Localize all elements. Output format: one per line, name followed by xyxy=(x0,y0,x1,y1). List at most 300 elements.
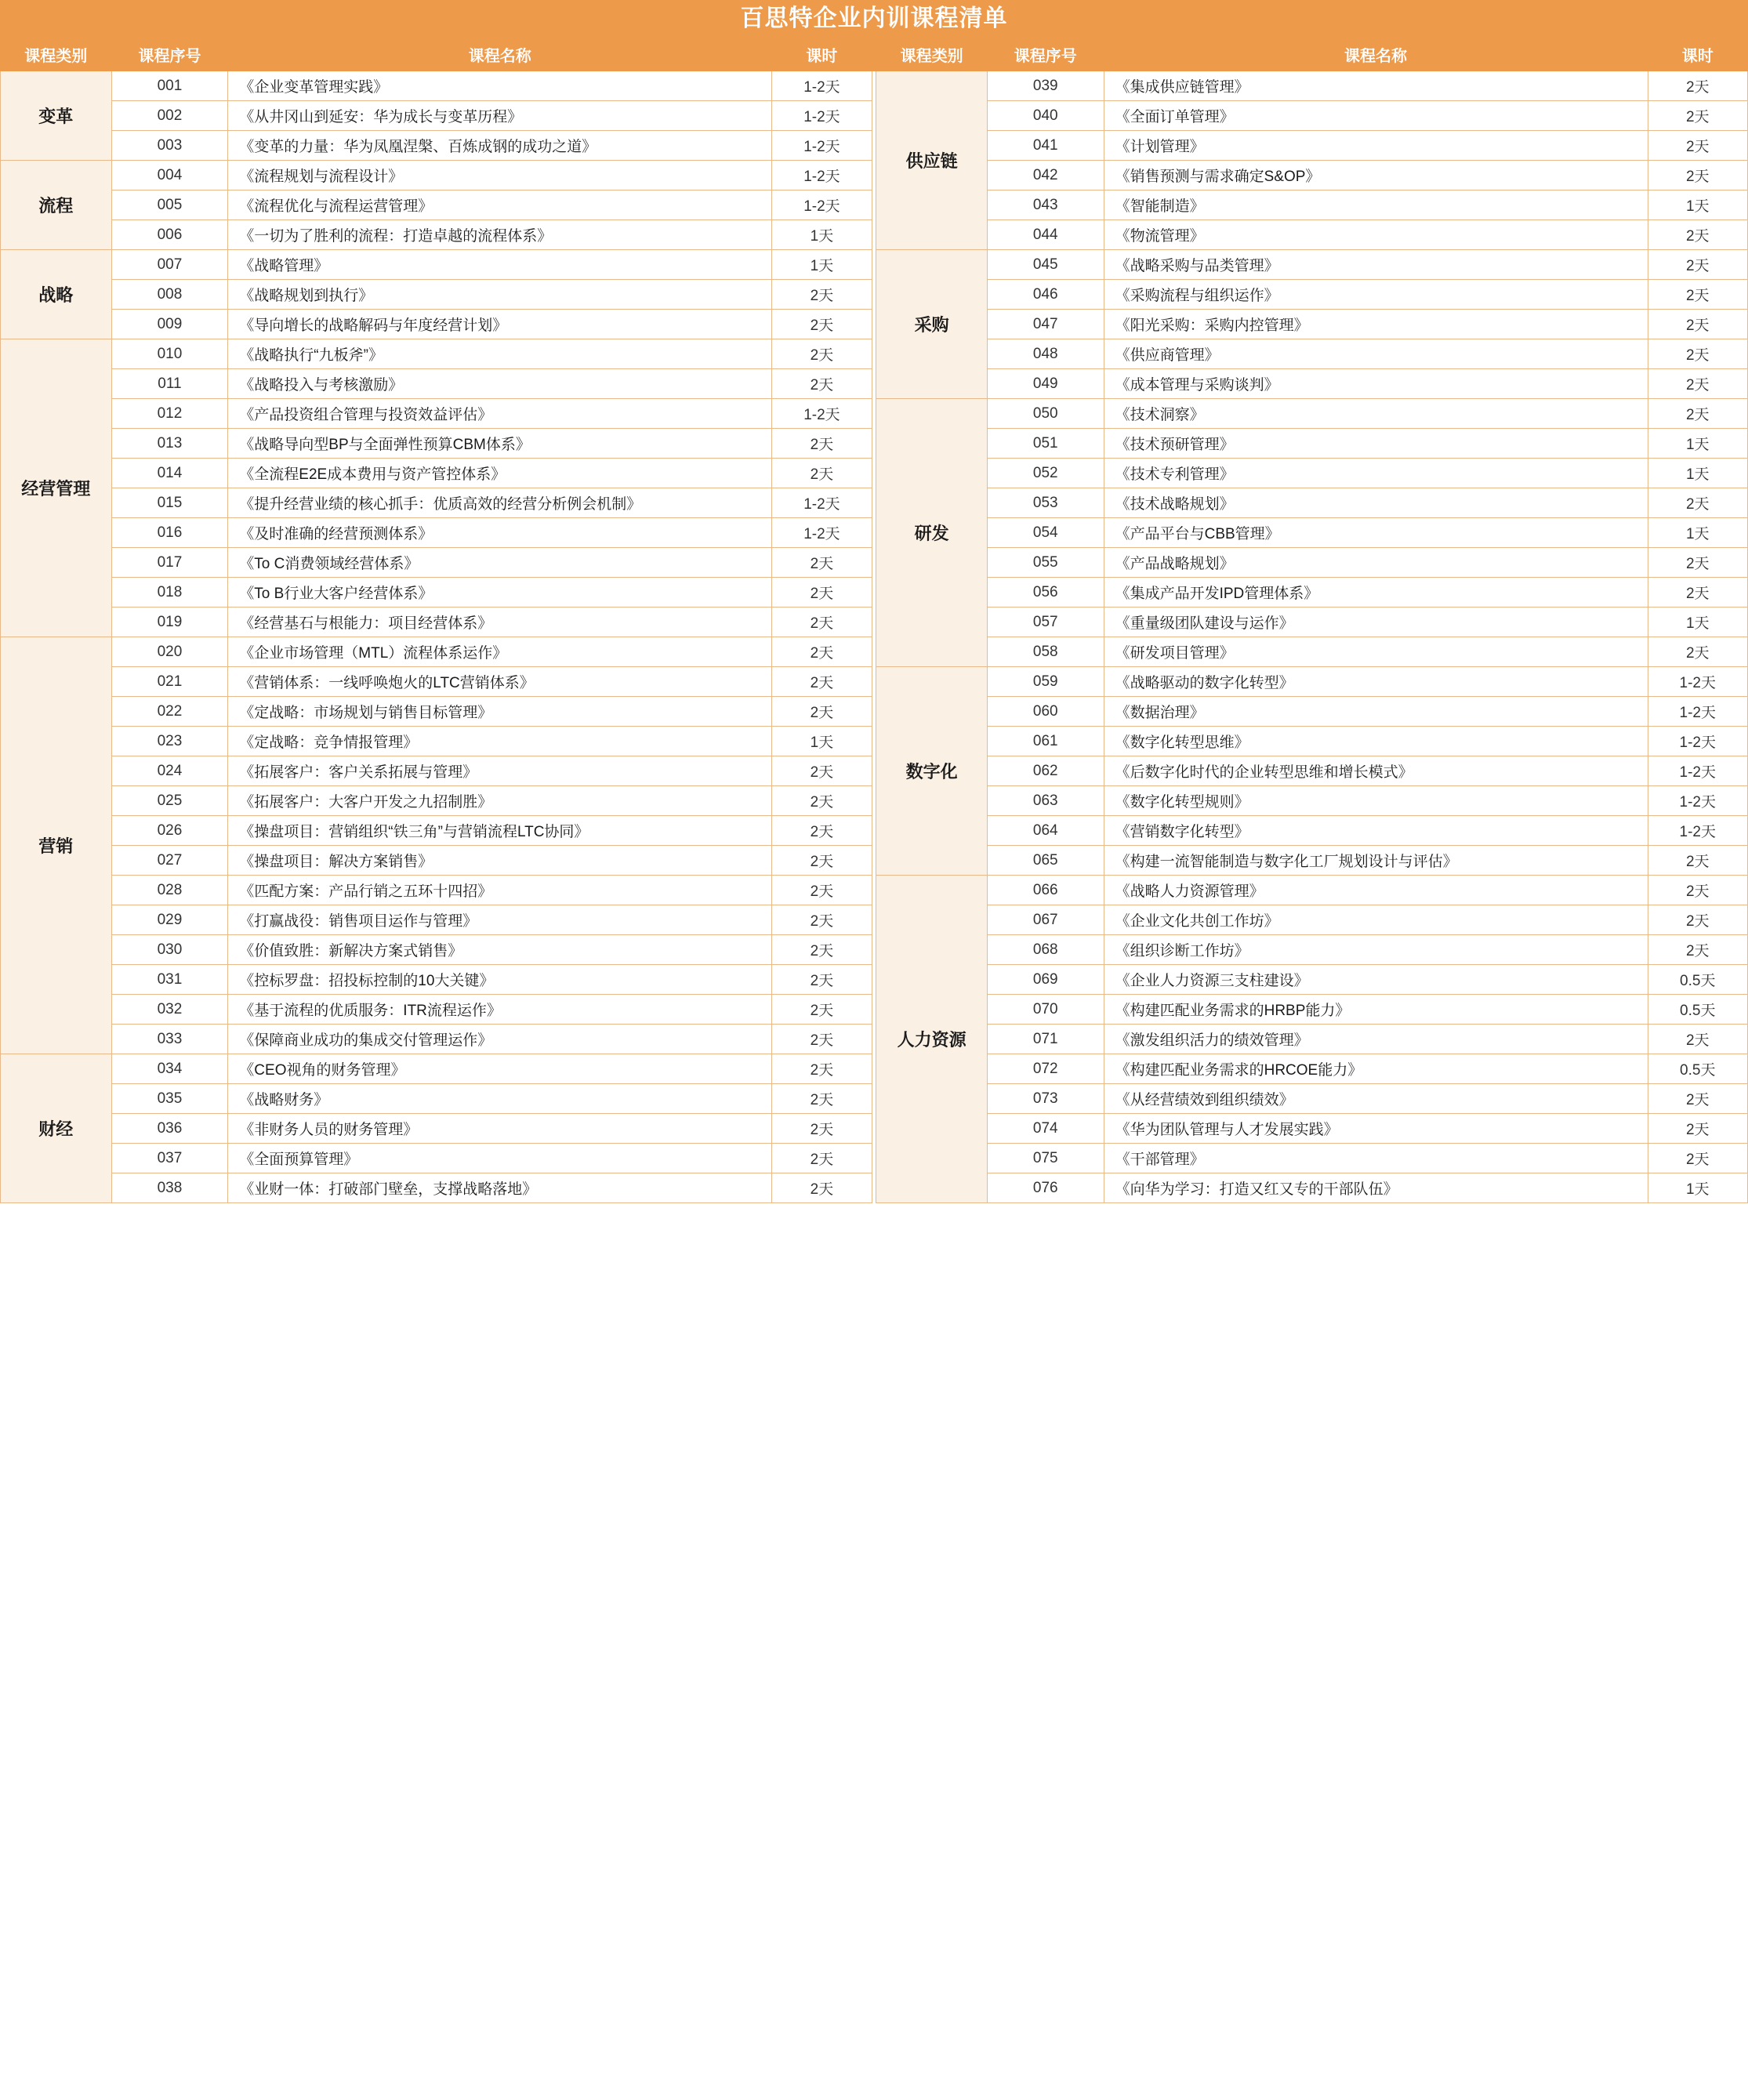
course-hours-cell: 2天 xyxy=(772,697,872,727)
course-name-cell: 《营销数字化转型》 xyxy=(1104,816,1648,846)
course-hours-cell: 2天 xyxy=(1648,1084,1748,1114)
page-title: 百思特企业内训课程清单 xyxy=(0,0,1748,38)
course-name-cell: 《定战略：竞争情报管理》 xyxy=(228,727,772,756)
course-name-cell: 《技术洞察》 xyxy=(1104,399,1648,429)
course-name-cell: 《集成产品开发IPD管理体系》 xyxy=(1104,578,1648,608)
course-name-cell: 《战略人力资源管理》 xyxy=(1104,876,1648,905)
course-number-cell: 004 xyxy=(111,161,228,190)
course-hours-cell: 1天 xyxy=(772,250,872,280)
course-name-cell: 《企业变革管理实践》 xyxy=(228,71,772,101)
course-hours-cell: 2天 xyxy=(1648,280,1748,310)
category-cell: 战略 xyxy=(1,250,112,339)
course-hours-cell: 2天 xyxy=(772,608,872,637)
course-name-cell: 《控标罗盘：招投标控制的10大关键》 xyxy=(228,965,772,995)
course-name-cell: 《及时准确的经营预测体系》 xyxy=(228,518,772,548)
header-number-left: 课程序号 xyxy=(111,38,228,71)
table-row xyxy=(1,935,1748,965)
course-number-cell: 013 xyxy=(111,429,228,459)
column-spacer xyxy=(872,1084,876,1114)
course-number-cell: 010 xyxy=(111,339,228,369)
course-number-cell: 011 xyxy=(111,369,228,399)
table-row xyxy=(1,339,1748,369)
course-number-cell: 048 xyxy=(987,339,1104,369)
course-name-cell: 《价值致胜：新解决方案式销售》 xyxy=(228,935,772,965)
course-name-cell: 《操盘项目：营销组织“铁三角”与营销流程LTC协同》 xyxy=(228,816,772,846)
category-cell: 财经 xyxy=(1,1054,112,1203)
course-hours-cell: 2天 xyxy=(1648,935,1748,965)
course-hours-cell: 1天 xyxy=(1648,1173,1748,1203)
category-cell: 研发 xyxy=(876,399,988,667)
course-hours-cell: 2天 xyxy=(1648,101,1748,131)
table-row xyxy=(1,429,1748,459)
column-spacer xyxy=(872,459,876,488)
course-hours-cell: 2天 xyxy=(772,1173,872,1203)
course-name-cell: 《流程优化与流程运营管理》 xyxy=(228,190,772,220)
course-number-cell: 075 xyxy=(987,1144,1104,1173)
category-cell: 人力资源 xyxy=(876,876,988,1203)
table-row xyxy=(1,220,1748,250)
column-spacer xyxy=(872,995,876,1025)
course-hours-cell: 2天 xyxy=(772,786,872,816)
course-hours-cell: 2天 xyxy=(1648,578,1748,608)
table-row xyxy=(1,578,1748,608)
column-spacer xyxy=(872,280,876,310)
category-cell: 采购 xyxy=(876,250,988,399)
course-name-cell: 《流程规划与流程设计》 xyxy=(228,161,772,190)
course-hours-cell: 2天 xyxy=(772,578,872,608)
course-name-cell: 《提升经营业绩的核心抓手：优质高效的经营分析例会机制》 xyxy=(228,488,772,518)
course-hours-cell: 2天 xyxy=(772,459,872,488)
course-hours-cell: 2天 xyxy=(772,548,872,578)
course-name-cell: 《构建匹配业务需求的HRBP能力》 xyxy=(1104,995,1648,1025)
course-number-cell: 016 xyxy=(111,518,228,548)
course-name-cell: 《全面预算管理》 xyxy=(228,1144,772,1173)
column-spacer xyxy=(872,1025,876,1054)
table-body xyxy=(1,71,1748,1203)
course-hours-cell: 1-2天 xyxy=(1648,697,1748,727)
course-name-cell: 《技术预研管理》 xyxy=(1104,429,1648,459)
table-row xyxy=(1,846,1748,876)
column-spacer xyxy=(872,1114,876,1144)
course-number-cell: 040 xyxy=(987,101,1104,131)
course-number-cell: 052 xyxy=(987,459,1104,488)
course-number-cell: 003 xyxy=(111,131,228,161)
course-number-cell: 026 xyxy=(111,816,228,846)
course-name-cell: 《销售预测与需求确定S&OP》 xyxy=(1104,161,1648,190)
column-spacer xyxy=(872,369,876,399)
course-table xyxy=(0,38,1748,1203)
course-number-cell: 071 xyxy=(987,1025,1104,1054)
course-number-cell: 032 xyxy=(111,995,228,1025)
course-hours-cell: 2天 xyxy=(772,965,872,995)
course-number-cell: 069 xyxy=(987,965,1104,995)
table-row xyxy=(1,190,1748,220)
course-hours-cell: 1天 xyxy=(1648,608,1748,637)
course-name-cell: 《战略规划到执行》 xyxy=(228,280,772,310)
course-number-cell: 027 xyxy=(111,846,228,876)
table-row xyxy=(1,1114,1748,1144)
course-name-cell: 《干部管理》 xyxy=(1104,1144,1648,1173)
table-row xyxy=(1,608,1748,637)
course-name-cell: 《从井冈山到延安：华为成长与变革历程》 xyxy=(228,101,772,131)
column-spacer xyxy=(872,1144,876,1173)
course-number-cell: 018 xyxy=(111,578,228,608)
course-number-cell: 049 xyxy=(987,369,1104,399)
course-hours-cell: 1-2天 xyxy=(1648,667,1748,697)
course-name-cell: 《数字化转型思维》 xyxy=(1104,727,1648,756)
course-hours-cell: 1-2天 xyxy=(772,190,872,220)
table-row xyxy=(1,310,1748,339)
course-name-cell: 《后数字化时代的企业转型思维和增长模式》 xyxy=(1104,756,1648,786)
course-name-cell: 《业财一体：打破部门壁垒，支撑战略落地》 xyxy=(228,1173,772,1203)
table-row xyxy=(1,250,1748,280)
course-name-cell: 《全面订单管理》 xyxy=(1104,101,1648,131)
course-hours-cell: 2天 xyxy=(1648,399,1748,429)
course-name-cell: 《组织诊断工作坊》 xyxy=(1104,935,1648,965)
course-name-cell: 《战略驱动的数字化转型》 xyxy=(1104,667,1648,697)
course-name-cell: 《战略采购与品类管理》 xyxy=(1104,250,1648,280)
course-name-cell: 《全流程E2E成本费用与资产管控体系》 xyxy=(228,459,772,488)
course-hours-cell: 2天 xyxy=(1648,71,1748,101)
course-hours-cell: 2天 xyxy=(1648,310,1748,339)
course-name-cell: 《向华为学习：打造又红又专的干部队伍》 xyxy=(1104,1173,1648,1203)
course-number-cell: 007 xyxy=(111,250,228,280)
column-spacer xyxy=(872,727,876,756)
table-row xyxy=(1,71,1748,101)
course-number-cell: 035 xyxy=(111,1084,228,1114)
course-hours-cell: 2天 xyxy=(772,756,872,786)
course-name-cell: 《华为团队管理与人才发展实践》 xyxy=(1104,1114,1648,1144)
course-number-cell: 067 xyxy=(987,905,1104,935)
course-number-cell: 076 xyxy=(987,1173,1104,1203)
header-number-right: 课程序号 xyxy=(987,38,1104,71)
course-hours-cell: 2天 xyxy=(1648,1144,1748,1173)
column-spacer xyxy=(872,905,876,935)
course-hours-cell: 2天 xyxy=(1648,131,1748,161)
course-hours-cell: 2天 xyxy=(1648,220,1748,250)
course-name-cell: 《CEO视角的财务管理》 xyxy=(228,1054,772,1084)
course-number-cell: 047 xyxy=(987,310,1104,339)
course-name-cell: 《构建匹配业务需求的HRCOE能力》 xyxy=(1104,1054,1648,1084)
course-number-cell: 041 xyxy=(987,131,1104,161)
column-spacer xyxy=(872,429,876,459)
course-number-cell: 020 xyxy=(111,637,228,667)
table-row xyxy=(1,280,1748,310)
course-number-cell: 017 xyxy=(111,548,228,578)
course-hours-cell: 2天 xyxy=(1648,1025,1748,1054)
course-name-cell: 《一切为了胜利的流程：打造卓越的流程体系》 xyxy=(228,220,772,250)
course-number-cell: 066 xyxy=(987,876,1104,905)
course-number-cell: 019 xyxy=(111,608,228,637)
course-hours-cell: 1-2天 xyxy=(1648,816,1748,846)
course-hours-cell: 1-2天 xyxy=(772,71,872,101)
course-name-cell: 《重量级团队建设与运作》 xyxy=(1104,608,1648,637)
course-number-cell: 068 xyxy=(987,935,1104,965)
course-hours-cell: 1-2天 xyxy=(772,131,872,161)
course-name-cell: 《营销体系：一线呼唤炮火的LTC营销体系》 xyxy=(228,667,772,697)
course-hours-cell: 2天 xyxy=(772,876,872,905)
column-spacer xyxy=(872,935,876,965)
course-name-cell: 《企业市场管理（MTL）流程体系运作》 xyxy=(228,637,772,667)
course-number-cell: 030 xyxy=(111,935,228,965)
course-hours-cell: 2天 xyxy=(1648,846,1748,876)
table-header xyxy=(1,38,1748,71)
header-category-right: 课程类别 xyxy=(876,38,988,71)
column-spacer xyxy=(872,816,876,846)
course-name-cell: 《非财务人员的财务管理》 xyxy=(228,1114,772,1144)
course-name-cell: 《从经营绩效到组织绩效》 xyxy=(1104,1084,1648,1114)
course-number-cell: 073 xyxy=(987,1084,1104,1114)
course-name-cell: 《拓展客户：客户关系拓展与管理》 xyxy=(228,756,772,786)
course-hours-cell: 1-2天 xyxy=(772,518,872,548)
table-row xyxy=(1,727,1748,756)
course-hours-cell: 1天 xyxy=(1648,518,1748,548)
table-row xyxy=(1,756,1748,786)
course-name-cell: 《供应商管理》 xyxy=(1104,339,1648,369)
course-name-cell: 《物流管理》 xyxy=(1104,220,1648,250)
table-row xyxy=(1,667,1748,697)
course-number-cell: 061 xyxy=(987,727,1104,756)
course-hours-cell: 2天 xyxy=(772,1144,872,1173)
table-row xyxy=(1,1173,1748,1203)
table-row xyxy=(1,697,1748,727)
course-hours-cell: 1天 xyxy=(1648,190,1748,220)
course-number-cell: 043 xyxy=(987,190,1104,220)
table-row xyxy=(1,995,1748,1025)
course-hours-cell: 2天 xyxy=(772,280,872,310)
course-name-cell: 《阳光采购：采购内控管理》 xyxy=(1104,310,1648,339)
course-hours-cell: 2天 xyxy=(772,1084,872,1114)
column-spacer xyxy=(872,608,876,637)
course-hours-cell: 0.5天 xyxy=(1648,1054,1748,1084)
course-hours-cell: 1天 xyxy=(772,727,872,756)
course-number-cell: 022 xyxy=(111,697,228,727)
course-number-cell: 059 xyxy=(987,667,1104,697)
column-spacer xyxy=(872,339,876,369)
column-spacer xyxy=(872,190,876,220)
course-number-cell: 057 xyxy=(987,608,1104,637)
table-row xyxy=(1,131,1748,161)
course-number-cell: 001 xyxy=(111,71,228,101)
category-cell: 营销 xyxy=(1,637,112,1054)
course-hours-cell: 2天 xyxy=(772,816,872,846)
table-row xyxy=(1,399,1748,429)
column-spacer xyxy=(872,310,876,339)
course-name-cell: 《研发项目管理》 xyxy=(1104,637,1648,667)
course-hours-cell: 2天 xyxy=(1648,548,1748,578)
course-number-cell: 063 xyxy=(987,786,1104,816)
course-name-cell: 《成本管理与采购谈判》 xyxy=(1104,369,1648,399)
table-row xyxy=(1,1144,1748,1173)
course-name-cell: 《企业文化共创工作坊》 xyxy=(1104,905,1648,935)
table-row xyxy=(1,816,1748,846)
course-number-cell: 025 xyxy=(111,786,228,816)
course-name-cell: 《打赢战役：销售项目运作与管理》 xyxy=(228,905,772,935)
course-number-cell: 056 xyxy=(987,578,1104,608)
table-row xyxy=(1,101,1748,131)
course-number-cell: 074 xyxy=(987,1114,1104,1144)
column-spacer xyxy=(872,1054,876,1084)
course-name-cell: 《产品平台与CBB管理》 xyxy=(1104,518,1648,548)
course-number-cell: 058 xyxy=(987,637,1104,667)
course-name-cell: 《导向增长的战略解码与年度经营计划》 xyxy=(228,310,772,339)
category-cell: 数字化 xyxy=(876,667,988,876)
course-hours-cell: 1-2天 xyxy=(772,399,872,429)
course-number-cell: 051 xyxy=(987,429,1104,459)
course-number-cell: 045 xyxy=(987,250,1104,280)
course-number-cell: 044 xyxy=(987,220,1104,250)
course-hours-cell: 2天 xyxy=(772,310,872,339)
course-hours-cell: 1-2天 xyxy=(772,488,872,518)
course-hours-cell: 2天 xyxy=(772,1054,872,1084)
course-name-cell: 《数据治理》 xyxy=(1104,697,1648,727)
course-hours-cell: 2天 xyxy=(772,429,872,459)
course-name-cell: 《保障商业成功的集成交付管理运作》 xyxy=(228,1025,772,1054)
course-hours-cell: 2天 xyxy=(772,995,872,1025)
table-row xyxy=(1,1025,1748,1054)
course-hours-cell: 2天 xyxy=(1648,876,1748,905)
header-category-left: 课程类别 xyxy=(1,38,112,71)
course-hours-cell: 0.5天 xyxy=(1648,995,1748,1025)
course-hours-cell: 2天 xyxy=(1648,1114,1748,1144)
category-cell: 经营管理 xyxy=(1,339,112,637)
column-spacer xyxy=(872,161,876,190)
course-hours-cell: 2天 xyxy=(772,369,872,399)
course-number-cell: 038 xyxy=(111,1173,228,1203)
course-name-cell: 《基于流程的优质服务：ITR流程运作》 xyxy=(228,995,772,1025)
course-name-cell: 《技术战略规划》 xyxy=(1104,488,1648,518)
table-row xyxy=(1,965,1748,995)
course-name-cell: 《战略财务》 xyxy=(228,1084,772,1114)
course-hours-cell: 2天 xyxy=(1648,161,1748,190)
table-row xyxy=(1,369,1748,399)
course-number-cell: 064 xyxy=(987,816,1104,846)
column-spacer xyxy=(872,101,876,131)
header-name-right: 课程名称 xyxy=(1104,38,1648,71)
course-number-cell: 039 xyxy=(987,71,1104,101)
column-spacer xyxy=(872,220,876,250)
course-name-cell: 《变革的力量：华为凤凰涅槃、百炼成钢的成功之道》 xyxy=(228,131,772,161)
course-hours-cell: 1-2天 xyxy=(772,161,872,190)
course-name-cell: 《操盘项目：解决方案销售》 xyxy=(228,846,772,876)
course-number-cell: 009 xyxy=(111,310,228,339)
course-hours-cell: 2天 xyxy=(1648,488,1748,518)
course-name-cell: 《战略管理》 xyxy=(228,250,772,280)
column-spacer xyxy=(872,518,876,548)
course-number-cell: 034 xyxy=(111,1054,228,1084)
course-name-cell: 《拓展客户：大客户开发之九招制胜》 xyxy=(228,786,772,816)
column-spacer xyxy=(872,786,876,816)
column-spacer xyxy=(872,488,876,518)
course-name-cell: 《计划管理》 xyxy=(1104,131,1648,161)
course-hours-cell: 2天 xyxy=(772,1114,872,1144)
course-hours-cell: 2天 xyxy=(1648,250,1748,280)
table-row xyxy=(1,786,1748,816)
column-spacer xyxy=(872,965,876,995)
course-number-cell: 014 xyxy=(111,459,228,488)
course-number-cell: 023 xyxy=(111,727,228,756)
table-row xyxy=(1,459,1748,488)
course-number-cell: 005 xyxy=(111,190,228,220)
table-row xyxy=(1,1084,1748,1114)
course-number-cell: 015 xyxy=(111,488,228,518)
course-name-cell: 《定战略：市场规划与销售目标管理》 xyxy=(228,697,772,727)
course-hours-cell: 2天 xyxy=(772,339,872,369)
category-cell: 变革 xyxy=(1,71,112,161)
table-row xyxy=(1,905,1748,935)
table-row xyxy=(1,161,1748,190)
course-hours-cell: 1-2天 xyxy=(1648,727,1748,756)
course-number-cell: 002 xyxy=(111,101,228,131)
course-name-cell: 《技术专利管理》 xyxy=(1104,459,1648,488)
course-name-cell: 《智能制造》 xyxy=(1104,190,1648,220)
course-hours-cell: 2天 xyxy=(1648,905,1748,935)
course-number-cell: 065 xyxy=(987,846,1104,876)
table-row xyxy=(1,548,1748,578)
course-hours-cell: 1天 xyxy=(772,220,872,250)
column-spacer xyxy=(872,131,876,161)
course-number-cell: 070 xyxy=(987,995,1104,1025)
course-name-cell: 《集成供应链管理》 xyxy=(1104,71,1648,101)
table-row xyxy=(1,1054,1748,1084)
column-spacer xyxy=(872,637,876,667)
course-name-cell: 《To B行业大客户经营体系》 xyxy=(228,578,772,608)
course-hours-cell: 1-2天 xyxy=(1648,756,1748,786)
course-number-cell: 037 xyxy=(111,1144,228,1173)
course-number-cell: 072 xyxy=(987,1054,1104,1084)
course-number-cell: 054 xyxy=(987,518,1104,548)
course-number-cell: 036 xyxy=(111,1114,228,1144)
course-name-cell: 《To C消费领域经营体系》 xyxy=(228,548,772,578)
column-spacer xyxy=(872,846,876,876)
course-name-cell: 《战略导向型BP与全面弹性预算CBM体系》 xyxy=(228,429,772,459)
category-cell: 供应链 xyxy=(876,71,988,250)
course-hours-cell: 2天 xyxy=(772,1025,872,1054)
header-name-left: 课程名称 xyxy=(228,38,772,71)
course-name-cell: 《战略投入与考核激励》 xyxy=(228,369,772,399)
course-number-cell: 062 xyxy=(987,756,1104,786)
course-number-cell: 033 xyxy=(111,1025,228,1054)
column-spacer xyxy=(872,756,876,786)
header-hours-left: 课时 xyxy=(772,38,872,71)
column-spacer xyxy=(872,697,876,727)
table-row xyxy=(1,876,1748,905)
table-row xyxy=(1,637,1748,667)
course-hours-cell: 2天 xyxy=(1648,339,1748,369)
table-row xyxy=(1,518,1748,548)
course-number-cell: 060 xyxy=(987,697,1104,727)
course-name-cell: 《激发组织活力的绩效管理》 xyxy=(1104,1025,1648,1054)
course-hours-cell: 1天 xyxy=(1648,459,1748,488)
course-name-cell: 《构建一流智能制造与数字化工厂规划设计与评估》 xyxy=(1104,846,1648,876)
course-number-cell: 008 xyxy=(111,280,228,310)
course-hours-cell: 1-2天 xyxy=(1648,786,1748,816)
course-number-cell: 031 xyxy=(111,965,228,995)
course-number-cell: 053 xyxy=(987,488,1104,518)
course-number-cell: 029 xyxy=(111,905,228,935)
course-name-cell: 《战略执行“九板斧”》 xyxy=(228,339,772,369)
column-spacer xyxy=(872,1173,876,1203)
course-number-cell: 021 xyxy=(111,667,228,697)
course-number-cell: 050 xyxy=(987,399,1104,429)
course-name-cell: 《产品战略规划》 xyxy=(1104,548,1648,578)
course-number-cell: 024 xyxy=(111,756,228,786)
column-spacer xyxy=(872,548,876,578)
course-name-cell: 《采购流程与组织运作》 xyxy=(1104,280,1648,310)
course-hours-cell: 2天 xyxy=(772,667,872,697)
table-row xyxy=(1,488,1748,518)
course-hours-cell: 2天 xyxy=(772,846,872,876)
